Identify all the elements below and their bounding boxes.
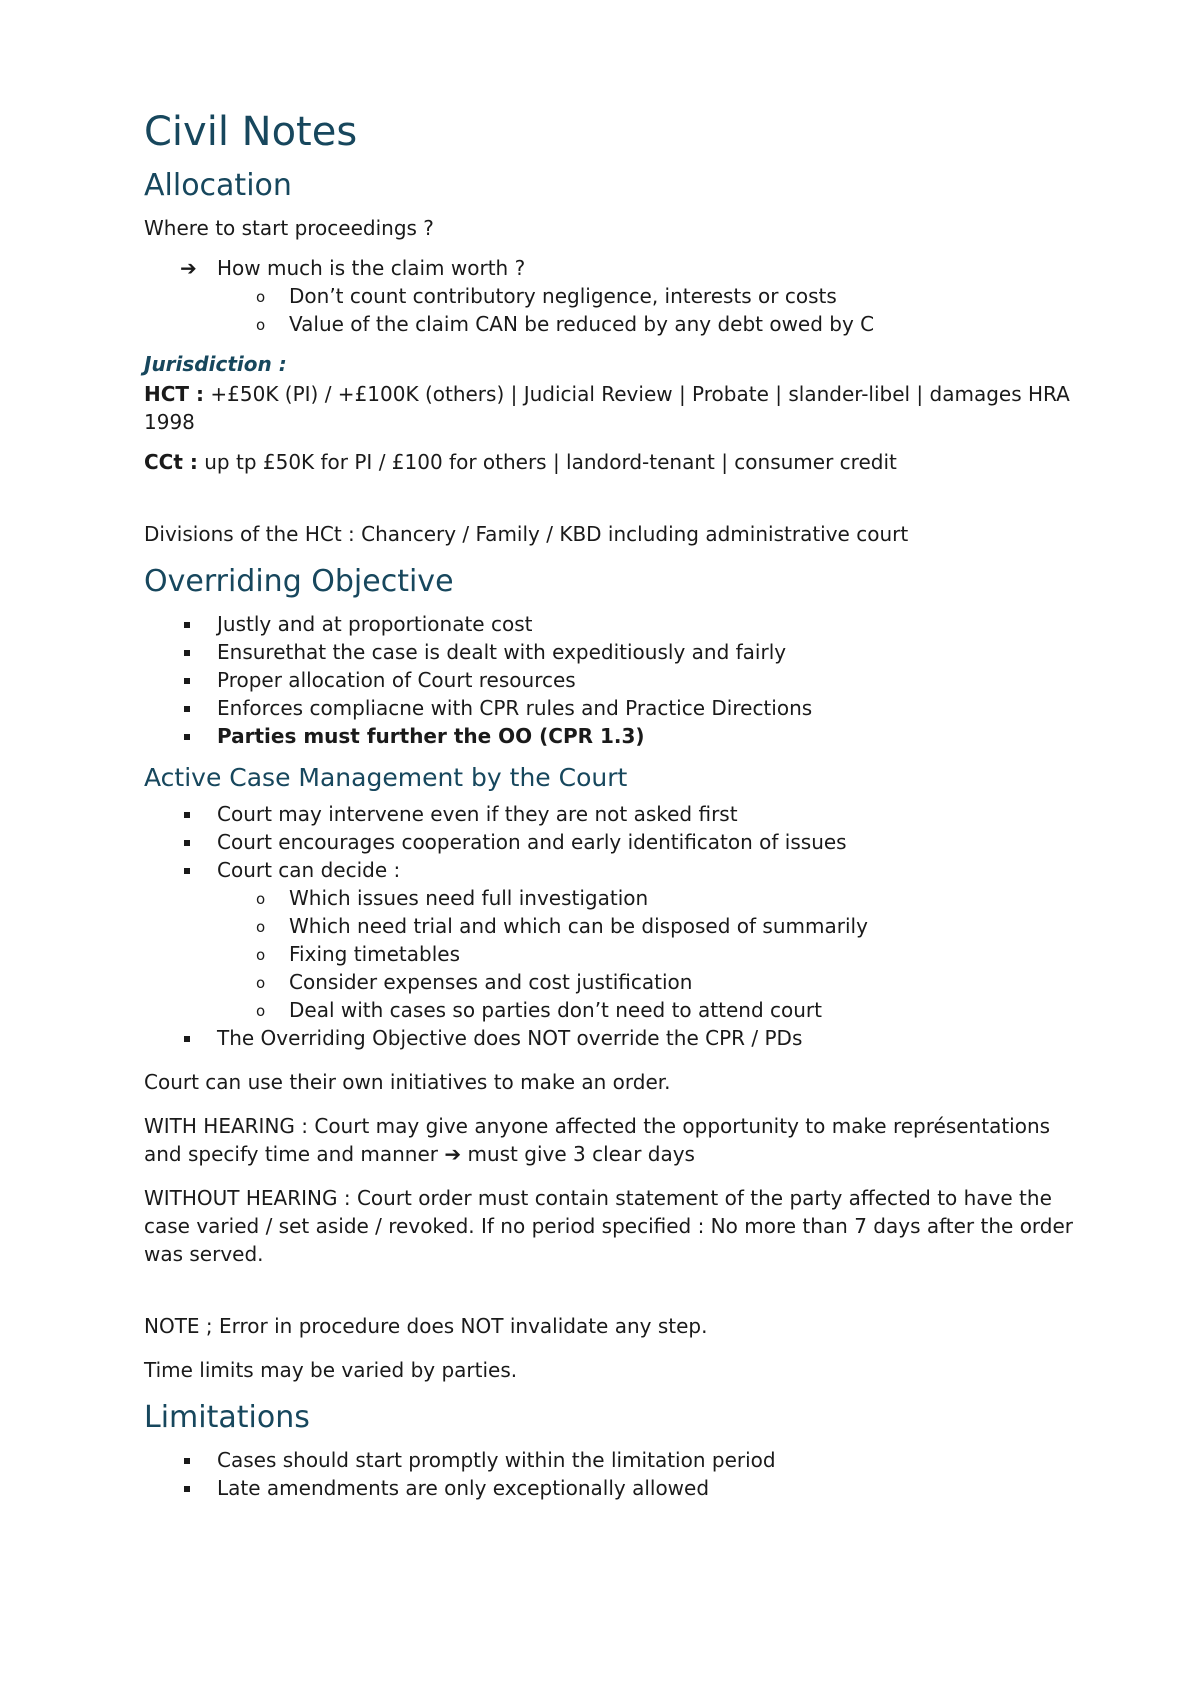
with-hearing-main: WITH HEARING : Court may give anyone affected the opportunity to make représentations and specify time and manner bbox=[144, 1114, 1051, 1166]
list-item: Ensurethat the case is dealt with expeditiously and fairly bbox=[144, 638, 1074, 666]
list-item: Late amendments are only exceptionally allowed bbox=[144, 1474, 1074, 1502]
cct-paragraph bbox=[144, 448, 1074, 476]
list-item bbox=[144, 254, 1074, 282]
hct-paragraph bbox=[144, 380, 1074, 436]
hct-text: +£50K (PI) / +£100K (others) | Judicial Review | Probate | slander-libel | damages HRA 1998 bbox=[144, 382, 1070, 434]
divisions-text: Divisions of the HCt : Chancery / Family / KBD including administrative court bbox=[144, 522, 909, 546]
list-item: o Fixing timetables bbox=[144, 940, 1074, 968]
list-item: Court encourages cooperation and early identificaton of issues bbox=[144, 828, 1074, 856]
list-item: Enforces compliacne with CPR rules and Practice Directions bbox=[144, 694, 1074, 722]
without-hearing-text: WITHOUT HEARING : Court order must contain statement of the party affected to have the case varied / set aside / revoked. If no period specified : No more than 7 days after the order was served. bbox=[144, 1186, 1074, 1266]
list-item: o Which issues need full investigation bbox=[144, 884, 1074, 912]
list-item: Justly and at proportionate cost bbox=[144, 610, 1074, 638]
list-item: o Value of the claim CAN be reduced by any debt owed by C bbox=[144, 310, 1074, 338]
cct-text: up tp £50K for PI / £100 for others | landord-tenant | consumer credit bbox=[197, 450, 897, 474]
jurisdiction-label: Jurisdiction : bbox=[144, 352, 287, 376]
list-item: Proper allocation of Court resources bbox=[144, 666, 1074, 694]
spacer bbox=[144, 1284, 1074, 1312]
list-item: Court may intervene even if they are not asked first bbox=[144, 800, 1074, 828]
allocation-question: Where to start proceedings ? bbox=[144, 216, 434, 240]
note-text: NOTE ; Error in procedure does NOT invalidate any step. bbox=[144, 1314, 708, 1338]
heading-limitations: Limitations bbox=[144, 1400, 310, 1435]
list-item: Cases should start promptly within the limitation period bbox=[144, 1446, 1074, 1474]
spacer bbox=[144, 492, 1074, 520]
list-item-text: How much is the claim worth ? bbox=[217, 256, 526, 280]
list-item: o Deal with cases so parties don’t need to attend court bbox=[144, 996, 1074, 1024]
document-page bbox=[144, 108, 1074, 1518]
list-item: The Overriding Objective does NOT override the CPR / PDs bbox=[144, 1024, 1074, 1052]
cct-label: CCt : bbox=[144, 450, 198, 474]
heading-active-case-management: Active Case Management by the Court bbox=[144, 763, 628, 792]
time-limits-text: Time limits may be varied by parties. bbox=[144, 1358, 518, 1382]
hct-label: HCT : bbox=[144, 382, 205, 406]
case-management-list bbox=[144, 800, 1074, 1052]
limitations-list bbox=[144, 1446, 1074, 1502]
allocation-list bbox=[144, 254, 1074, 338]
with-hearing-text bbox=[144, 1112, 1074, 1168]
list-item: o Don’t count contributory negligence, interests or costs bbox=[144, 282, 1074, 310]
heading-allocation: Allocation bbox=[144, 168, 292, 203]
initiative-text: Court can use their own initiatives to make an order. bbox=[144, 1070, 671, 1094]
list-item: Parties must further the OO (CPR 1.3) bbox=[144, 722, 1074, 750]
page-title: Civil Notes bbox=[144, 109, 358, 155]
list-item: o Which need trial and which can be disposed of summarily bbox=[144, 912, 1074, 940]
with-hearing-tail: must give 3 clear days bbox=[461, 1142, 695, 1166]
arrow-right-icon: ➔ bbox=[180, 256, 197, 280]
overriding-objective-list bbox=[144, 610, 1074, 750]
heading-overriding-objective: Overriding Objective bbox=[144, 564, 454, 599]
list-item: o Consider expenses and cost justification bbox=[144, 968, 1074, 996]
list-item: Court can decide : bbox=[144, 856, 1074, 884]
arrow-right-icon: ➔ bbox=[444, 1142, 462, 1166]
